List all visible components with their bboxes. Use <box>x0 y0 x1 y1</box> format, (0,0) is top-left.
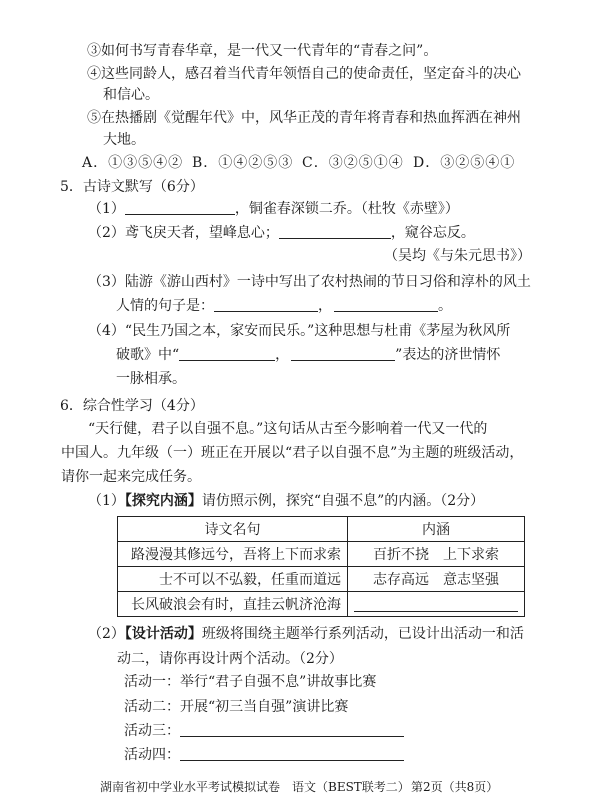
q5-item4-post: ”表达的济世情怀 <box>395 347 501 363</box>
q5-item3-prompt: 人情的句子是： <box>116 298 214 314</box>
answer-blank[interactable] <box>125 200 235 215</box>
activity-text: 开展“初三当自强”演讲比赛 <box>180 699 349 715</box>
q5-item1-text: ，铜雀春深锁二乔。（杜牧《赤壁》） <box>234 201 459 217</box>
table-cell-quote: 长风破浪会有时，直挂云帆济沧海 <box>118 592 348 617</box>
q5-item3-line2 <box>116 297 452 315</box>
answer-blank[interactable] <box>214 297 318 312</box>
q5-item2-post: ，窥谷忘反。 <box>390 225 475 241</box>
choice-a: A．①③⑤④② <box>82 155 184 171</box>
q5-item2-text: （2）鸢飞戾天者，望峰息心； <box>88 225 279 241</box>
activity-label: 活动四： <box>124 747 180 763</box>
answer-blank[interactable] <box>180 722 404 737</box>
q6-part2 <box>88 625 524 643</box>
answer-blank[interactable] <box>334 297 438 312</box>
activity-3 <box>124 722 404 740</box>
q6-title: 6．综合性学习（4分） <box>60 398 204 414</box>
q5-item2 <box>88 224 475 242</box>
table-cell-quote: 士不可以不弘毅，任重而道远 <box>118 567 348 592</box>
q6-intro-line3: 请你一起来完成任务。 <box>61 469 201 485</box>
table-row <box>118 567 525 592</box>
q5-title: 5．古诗文默写（6分） <box>60 179 204 195</box>
q6-intro-line1: “天行健，君子以自强不息。”这句话从古至今影响着一代又一代的 <box>88 421 488 437</box>
table-header-quote: 诗文名句 <box>118 517 348 542</box>
answer-blank[interactable] <box>291 346 395 361</box>
q6-part2-tag: 【设计活动】 <box>124 626 202 642</box>
q6-part2-text: 班级将围绕主题举行系列活动，已设计出活动一和活 <box>201 626 524 642</box>
q6-part1-tag: 【探究内涵】 <box>124 493 202 509</box>
footer-exam-title: 湖南省初中学业水平考试模拟试卷 语文（BEST联考二） <box>100 780 410 794</box>
activity-label: 活动二： <box>124 699 180 715</box>
table-row <box>118 592 525 617</box>
table-header-row <box>118 517 525 542</box>
choice-d: D．③②⑤④① <box>413 155 516 171</box>
answer-blank[interactable] <box>279 224 391 239</box>
table-cell-meaning: 百折不挠 上下求索 <box>348 542 525 567</box>
q5-item3-line1: （3）陆游《游山西村》一诗中写出了农村热闹的节日习俗和淳朴的风土 <box>88 274 531 290</box>
q5-item4-pre: 破歌》中“ <box>116 347 180 363</box>
q5-item4-line3: 一脉相承。 <box>116 371 186 387</box>
q6-intro-line2: 中国人。九年级（一）班正在开展以“君子以自强不息”为主题的班级活动， <box>61 445 524 461</box>
choice-c: C．③②⑤①④ <box>302 155 404 171</box>
table-header-meaning: 内涵 <box>348 517 525 542</box>
table-row <box>118 542 525 567</box>
activity-1 <box>124 673 376 691</box>
period: 。 <box>438 298 452 314</box>
activity-text: 举行“君子自强不息”讲故事比赛 <box>180 674 377 690</box>
table-cell-quote: 路漫漫其修远兮，吾将上下而求索 <box>118 542 348 567</box>
q5-item1-num: （1） <box>88 201 125 217</box>
activity-2 <box>124 698 348 716</box>
q5-item4-line1: （4）“民生乃国之本，家安而民乐。”这种思想与杜甫《茅屋为秋风所 <box>88 323 511 339</box>
q5-item4-line2 <box>116 346 500 364</box>
q6-part2-line2: 动二，请你再设计两个活动。（2分） <box>117 651 343 667</box>
q6-part1-text: 请仿照示例，探究“自强不息”的内涵。（2分） <box>201 493 485 509</box>
q6-part1 <box>88 492 484 510</box>
answer-blank[interactable] <box>354 597 518 612</box>
activity-4 <box>124 746 404 764</box>
q6-part2-num: （2） <box>88 626 125 642</box>
activity-label: 活动一： <box>124 674 180 690</box>
meaning-table <box>117 516 525 617</box>
table-cell-meaning: 志存高远 意志坚强 <box>348 567 525 592</box>
comma: ， <box>275 347 290 363</box>
option-4-line1: ④这些同龄人，感召着当代青年领悟自己的使命责任，坚定奋斗的决心 <box>87 66 521 82</box>
footer-page-number: 第2页（共8页） <box>411 780 499 794</box>
q6-part1-num: （1） <box>88 493 125 509</box>
option-4-line2: 和信心。 <box>103 87 159 103</box>
option-5-line2: 大地。 <box>103 132 145 148</box>
answer-blank[interactable] <box>180 746 404 761</box>
q5-item2-source: （吴均《与朱元思书》） <box>384 248 531 264</box>
answer-blank[interactable] <box>179 346 275 361</box>
comma: ， <box>318 298 332 314</box>
option-3: ③如何书写青春华章，是一代又一代青年的“青春之问”。 <box>87 43 438 59</box>
q5-item1 <box>88 200 459 218</box>
activity-label: 活动三： <box>124 723 180 739</box>
option-5-line1: ⑤在热播剧《觉醒年代》中，风华正茂的青年将青春和热血挥洒在神州 <box>87 110 521 126</box>
choice-b: B．①④②⑤③ <box>192 155 294 171</box>
table-answer-cell[interactable] <box>348 592 525 617</box>
